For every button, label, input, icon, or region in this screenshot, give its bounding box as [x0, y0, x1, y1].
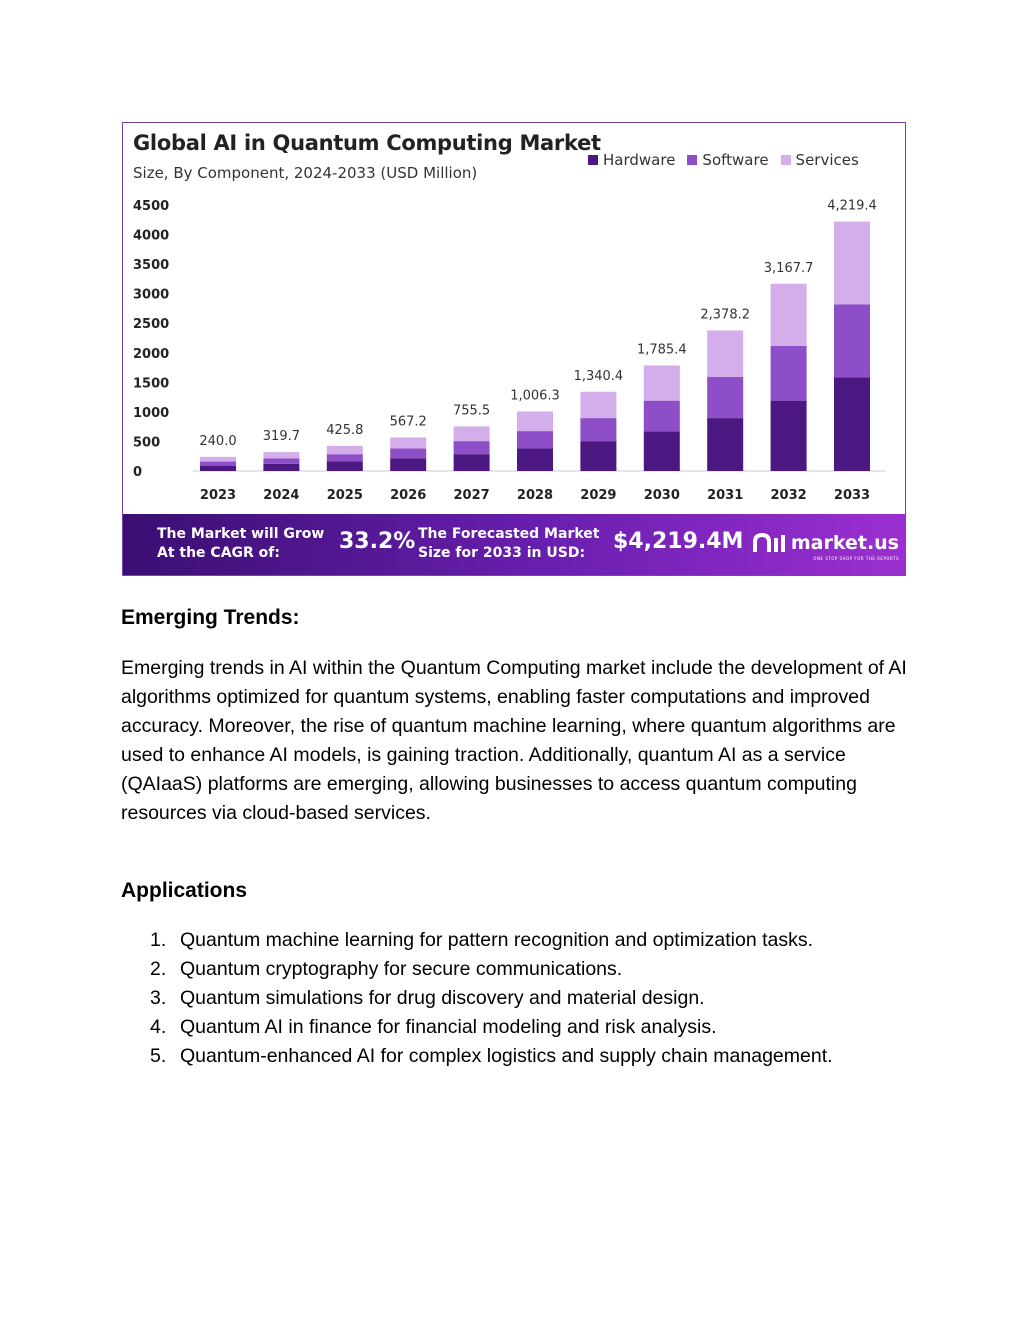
logo-wordmark: market.us	[790, 532, 899, 554]
list-item-number: 4.	[150, 1016, 167, 1038]
bar-total-label: 1,785.4	[636, 342, 687, 358]
bar-segment-software	[707, 377, 743, 418]
x-tick-label: 2031	[707, 488, 744, 503]
bar-segment-hardware	[517, 449, 553, 471]
y-tick-label: 2500	[133, 317, 170, 333]
bar-segment-hardware	[834, 377, 870, 471]
list-item-text: Quantum AI in finance for financial modeling and risk analysis.	[180, 1016, 717, 1038]
forecast-caption	[418, 525, 599, 563]
chart-subtitle: Size, By Component, 2024-2033 (USD Million)	[133, 164, 478, 182]
legend-label-software: Software	[702, 151, 769, 169]
x-tick-label: 2030	[643, 488, 680, 503]
list-item	[121, 1042, 911, 1071]
bar-segment-services	[834, 222, 870, 305]
emerging-trends-paragraph: Emerging trends in AI within the Quantum Computing market include the development of AI algorithms optimized for quantum systems, enabling faster computations and improved accuracy. Moreover, the rise of quantum machine learning, where quantum algorithms are used to enhance AI models, is gaining traction. Additionally, quantum AI as a service (QAIaaS) platforms are emerging, allowing businesses to access quantum computing resources via cloud-based services.	[121, 657, 907, 824]
bar-segment-services	[454, 426, 490, 441]
emerging-trends-heading: Emerging Trends:	[121, 606, 300, 629]
list-item-number: 5.	[150, 1045, 167, 1067]
bar-segment-services	[580, 392, 616, 418]
bar-total-label: 567.2	[389, 414, 427, 430]
bar-segment-services	[263, 452, 299, 458]
forecast-caption-line1: The Forecasted Market	[418, 526, 600, 542]
bar-total-label: 2,378.2	[700, 307, 751, 323]
bar-segment-services	[517, 412, 553, 432]
bar-total-label: 425.8	[326, 422, 364, 438]
bar-segment-hardware	[644, 431, 680, 471]
bar-total-label: 1,006.3	[510, 388, 560, 404]
x-tick-label: 2033	[833, 488, 871, 503]
applications-heading: Applications	[121, 879, 248, 902]
forecast-value: $4,219.4M	[613, 529, 744, 554]
y-tick-label: 4500	[133, 199, 170, 214]
bar-segment-hardware	[771, 401, 807, 471]
bar-segment-services	[771, 284, 807, 346]
cagr-caption-line1: The Market will Grow	[157, 526, 325, 542]
cagr-caption	[157, 525, 324, 563]
list-item-number: 1.	[150, 929, 167, 951]
bar-segment-software	[263, 458, 299, 464]
bar-segment-hardware	[327, 462, 363, 471]
x-tick-label: 2025	[326, 488, 363, 503]
x-tick-label: 2027	[453, 488, 490, 503]
bar-segment-hardware	[200, 466, 236, 471]
bar-segment-software	[454, 441, 490, 454]
x-tick-label: 2024	[263, 488, 300, 503]
y-tick-label: 1000	[133, 405, 170, 421]
bar-segment-services	[707, 330, 743, 377]
list-item-number: 3.	[150, 987, 167, 1009]
bar-total-label: 755.5	[452, 403, 491, 419]
bar-segment-hardware	[263, 464, 299, 471]
bar-segment-hardware	[390, 458, 426, 471]
market-us-logo-icon	[753, 532, 787, 554]
bar-segment-hardware	[580, 441, 616, 471]
list-item-text: Quantum cryptography for secure communications.	[180, 958, 623, 980]
bar-segment-software	[580, 418, 616, 441]
bar-total-label: 1,340.4	[573, 368, 624, 384]
market-chart-figure	[122, 122, 906, 576]
cagr-value: 33.2%	[339, 529, 416, 554]
y-tick-label: 500	[133, 435, 161, 451]
market-us-logo	[753, 532, 899, 554]
stacked-bar-chart	[123, 123, 905, 515]
bar-segment-services	[390, 437, 426, 448]
y-tick-label: 0	[133, 465, 143, 480]
bar-total-label: 4,219.4	[827, 198, 877, 214]
bar-segment-hardware	[454, 454, 490, 471]
bar-total-label: 319.7	[262, 429, 301, 445]
y-tick-label: 3500	[133, 258, 170, 274]
x-tick-label: 2026	[390, 488, 427, 503]
bar-segment-software	[517, 431, 553, 448]
logo-tagline: ONE STOP SHOP FOR THE REPORTS	[813, 556, 899, 561]
bar-segment-software	[834, 304, 870, 377]
bar-segment-services	[200, 457, 236, 462]
list-item-number: 2.	[150, 958, 167, 980]
chart-title: Global AI in Quantum Computing Market	[133, 131, 601, 155]
list-item	[121, 926, 911, 955]
bar-segment-hardware	[707, 418, 743, 471]
list-item	[121, 1013, 911, 1042]
bar-segment-software	[771, 346, 807, 401]
y-tick-label: 4000	[133, 228, 170, 244]
legend-label-hardware: Hardware	[603, 151, 676, 169]
forecast-caption-line2: Size for 2033 in USD:	[418, 545, 586, 561]
bar-total-label: 3,167.7	[763, 260, 814, 276]
bar-segment-services	[327, 446, 363, 454]
x-tick-label: 2023	[199, 488, 237, 503]
cagr-caption-line2: At the CAGR of:	[157, 545, 280, 561]
list-item-text: Quantum machine learning for pattern recognition and optimization tasks.	[180, 929, 814, 951]
x-tick-label: 2029	[580, 488, 617, 503]
bar-total-label: 240.0	[199, 433, 237, 449]
bar-segment-software	[644, 401, 680, 432]
bar-segment-software	[390, 449, 426, 459]
summary-banner	[123, 514, 905, 575]
y-tick-label: 3000	[133, 287, 170, 303]
bar-segment-software	[327, 454, 363, 461]
applications-list	[121, 926, 911, 1071]
bar-segment-services	[644, 365, 680, 400]
y-tick-label: 2000	[133, 346, 170, 362]
list-item-text: Quantum-enhanced AI for complex logistics and supply chain management.	[180, 1045, 833, 1067]
list-item	[121, 955, 911, 984]
y-tick-label: 1500	[133, 376, 170, 392]
list-item	[121, 984, 911, 1013]
x-tick-label: 2032	[770, 488, 807, 503]
list-item-text: Quantum simulations for drug discovery and material design.	[180, 987, 705, 1009]
legend-label-services: Services	[795, 151, 859, 169]
bar-segment-software	[200, 462, 236, 466]
x-tick-label: 2028	[516, 488, 554, 503]
